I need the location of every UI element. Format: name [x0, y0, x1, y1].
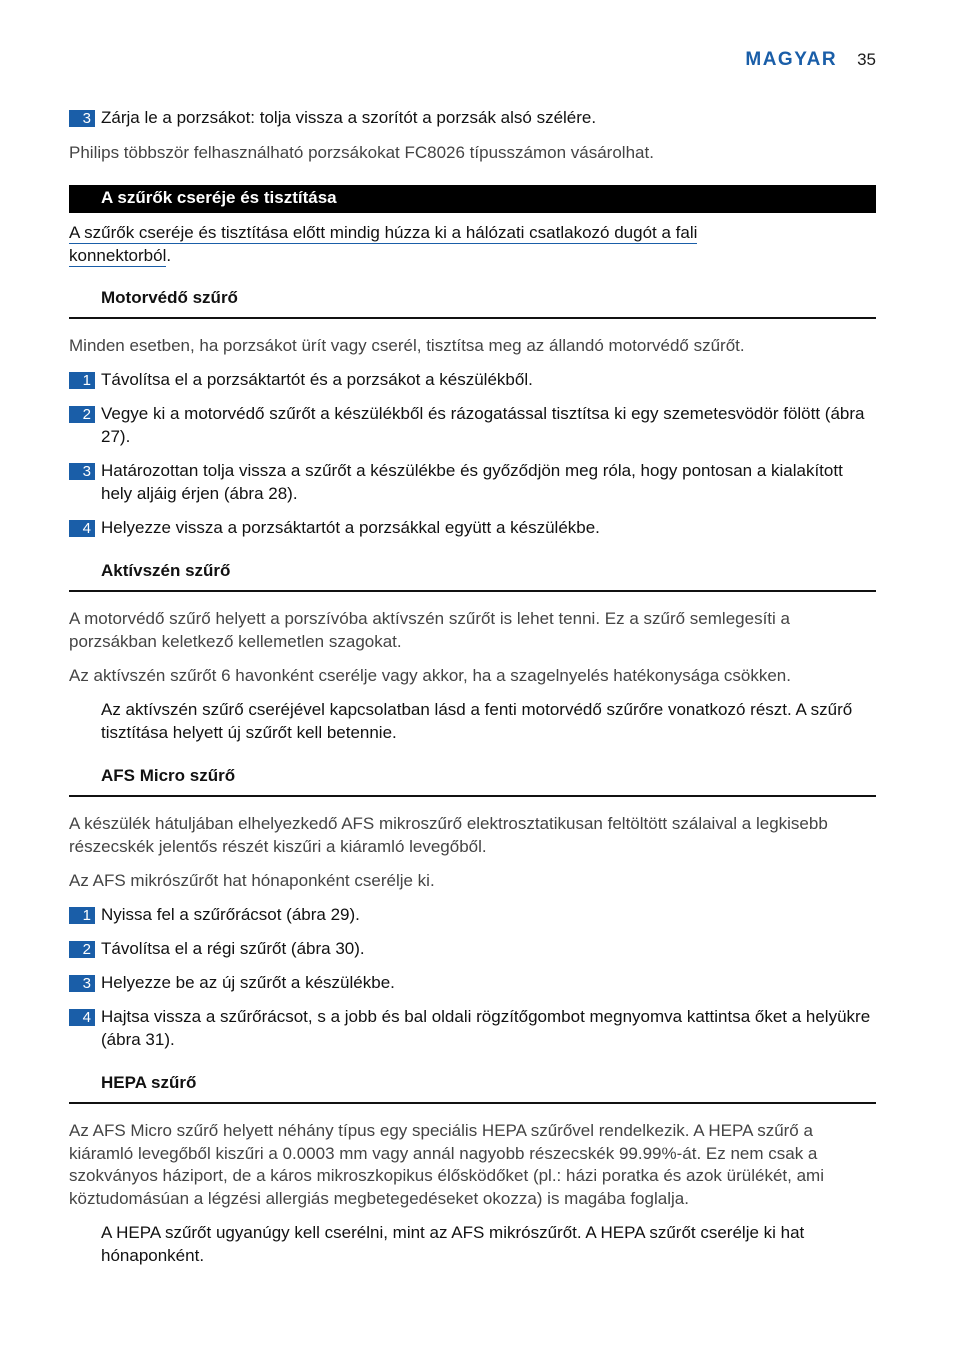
step-text: Hajtsa vissza a szűrőrácsot, s a jobb és bal oldali rögzítőgombot megnyomva kattintsa őket a helyükre (ábra 31). — [101, 1007, 871, 1049]
step-number: 1 — [69, 372, 95, 389]
step-3-close-bag — [69, 107, 876, 130]
motor-step-4 — [69, 517, 876, 540]
motor-step-3 — [69, 460, 876, 505]
step-text: Határozottan tolja vissza a szűrőt a készülékbe és győződjön meg róla, hogy pontosan a kialakított hely aljáig érjen (ábra 28). — [101, 461, 843, 503]
step-number: 2 — [69, 941, 95, 958]
subheading-label: AFS Micro szűrő — [101, 766, 236, 785]
step-number: 2 — [69, 406, 95, 423]
step-text: Nyissa fel a szűrőrácsot (ábra 29). — [101, 905, 360, 924]
hepa-note — [69, 1222, 876, 1267]
purchase-note: Philips többször felhasználható porzsákokat FC8026 típusszámon vásárolhat. — [69, 143, 654, 162]
afs-step-2 — [69, 938, 876, 961]
afs-paragraph-1: A készülék hátuljában elhelyezkedő AFS mikroszűrő elektrosztatikusan feltöltött szálaival a legkisebb részecskék jelentős részét kiszűri a kiáramló levegőből. — [69, 814, 828, 856]
step-text: Vegye ki a motorvédő szűrőt a készülékből és rázogatással tisztítsa ki egy szemetesvödör fölött (ábra 27). — [101, 404, 865, 446]
subheading-carbon-filter — [69, 561, 876, 592]
motor-step-1 — [69, 369, 876, 392]
warning-text — [69, 222, 876, 267]
step-number: 3 — [69, 463, 95, 480]
note-text: Az aktívszén szűrő cseréjével kapcsolatban lásd a fenti motorvédő szűrőre vonatkozó részt. A szűrő tisztítása helyett új szűrőt kell betennie. — [101, 700, 853, 742]
step-number: 3 — [69, 975, 95, 992]
step-text: Távolítsa el a régi szűrőt (ábra 30). — [101, 939, 365, 958]
step-text: Helyezze be az új szűrőt a készülékbe. — [101, 973, 395, 992]
afs-step-3 — [69, 972, 876, 995]
note-text: A HEPA szűrőt ugyanúgy kell cserélni, mint az AFS mikrószűrőt. A HEPA szűrőt cserélje ki hat hónaponként. — [101, 1223, 805, 1265]
step-number: 4 — [69, 520, 95, 537]
subheading-afs-filter — [69, 766, 876, 797]
afs-step-4 — [69, 1006, 876, 1051]
motor-intro: Minden esetben, ha porzsákot ürít vagy cserél, tisztítsa meg az állandó motorvédő szűrőt. — [69, 336, 745, 355]
carbon-paragraph-2: Az aktívszén szűrőt 6 havonként cserélje vagy akkor, ha a szagelnyelés hatékonysága csökken. — [69, 666, 791, 685]
carbon-note — [69, 699, 876, 744]
carbon-paragraph-1: A motorvédő szűrő helyett a porszívóba aktívszén szűrőt is lehet tenni. Ez a szűrő semlegesíti a porzsákban keletkező kellemetlen szagokat. — [69, 609, 790, 651]
page-header — [745, 49, 876, 71]
afs-paragraph-2: Az AFS mikrószűrőt hat hónaponként cserélje ki. — [69, 871, 435, 890]
page-number: 35 — [857, 50, 876, 69]
step-number: 1 — [69, 907, 95, 924]
section-title: A szűrők cseréje és tisztítása — [69, 185, 876, 213]
step-number: 4 — [69, 1009, 95, 1026]
warning-line-2: konnektorból — [69, 245, 167, 265]
step-number: 3 — [69, 110, 95, 127]
afs-step-1 — [69, 904, 876, 927]
language-label: MAGYAR — [745, 49, 838, 70]
motor-step-2 — [69, 403, 876, 448]
subheading-label: HEPA szűrő — [101, 1073, 197, 1092]
warning-end: . — [166, 245, 172, 265]
subheading-label: Motorvédő szűrő — [101, 288, 238, 307]
step-text: Zárja le a porzsákot: tolja vissza a szorítót a porzsák alsó szélére. — [101, 108, 597, 127]
subheading-label: Aktívszén szűrő — [101, 561, 231, 580]
hepa-paragraph: Az AFS Micro szűrő helyett néhány típus egy speciális HEPA szűrővel rendelkezik. A HEPA szűrő a kiáramló levegőből kiszűri a 0.0003 mm vagy annál nagyobb részecskék 99.99%-át. Ez nem csak a szokványos háziport, de a káros mikroszkopikus élősködőket (pl.: házi poratka és azok ürülékét, ami köztudomásúan a légzési allergiás megbetegedéseket okozza) is magába foglalja. — [69, 1121, 824, 1208]
step-text: Helyezze vissza a porzsáktartót a porzsákkal együtt a készülékbe. — [101, 518, 600, 537]
subheading-motor-filter — [69, 288, 876, 319]
subheading-hepa-filter — [69, 1073, 876, 1104]
step-text: Távolítsa el a porzsáktartót és a porzsákot a készülékből. — [101, 370, 533, 389]
warning-line-1: A szűrők cseréje és tisztítása előtt mindig húzza ki a hálózati csatlakozó dugót a fali — [69, 223, 698, 242]
